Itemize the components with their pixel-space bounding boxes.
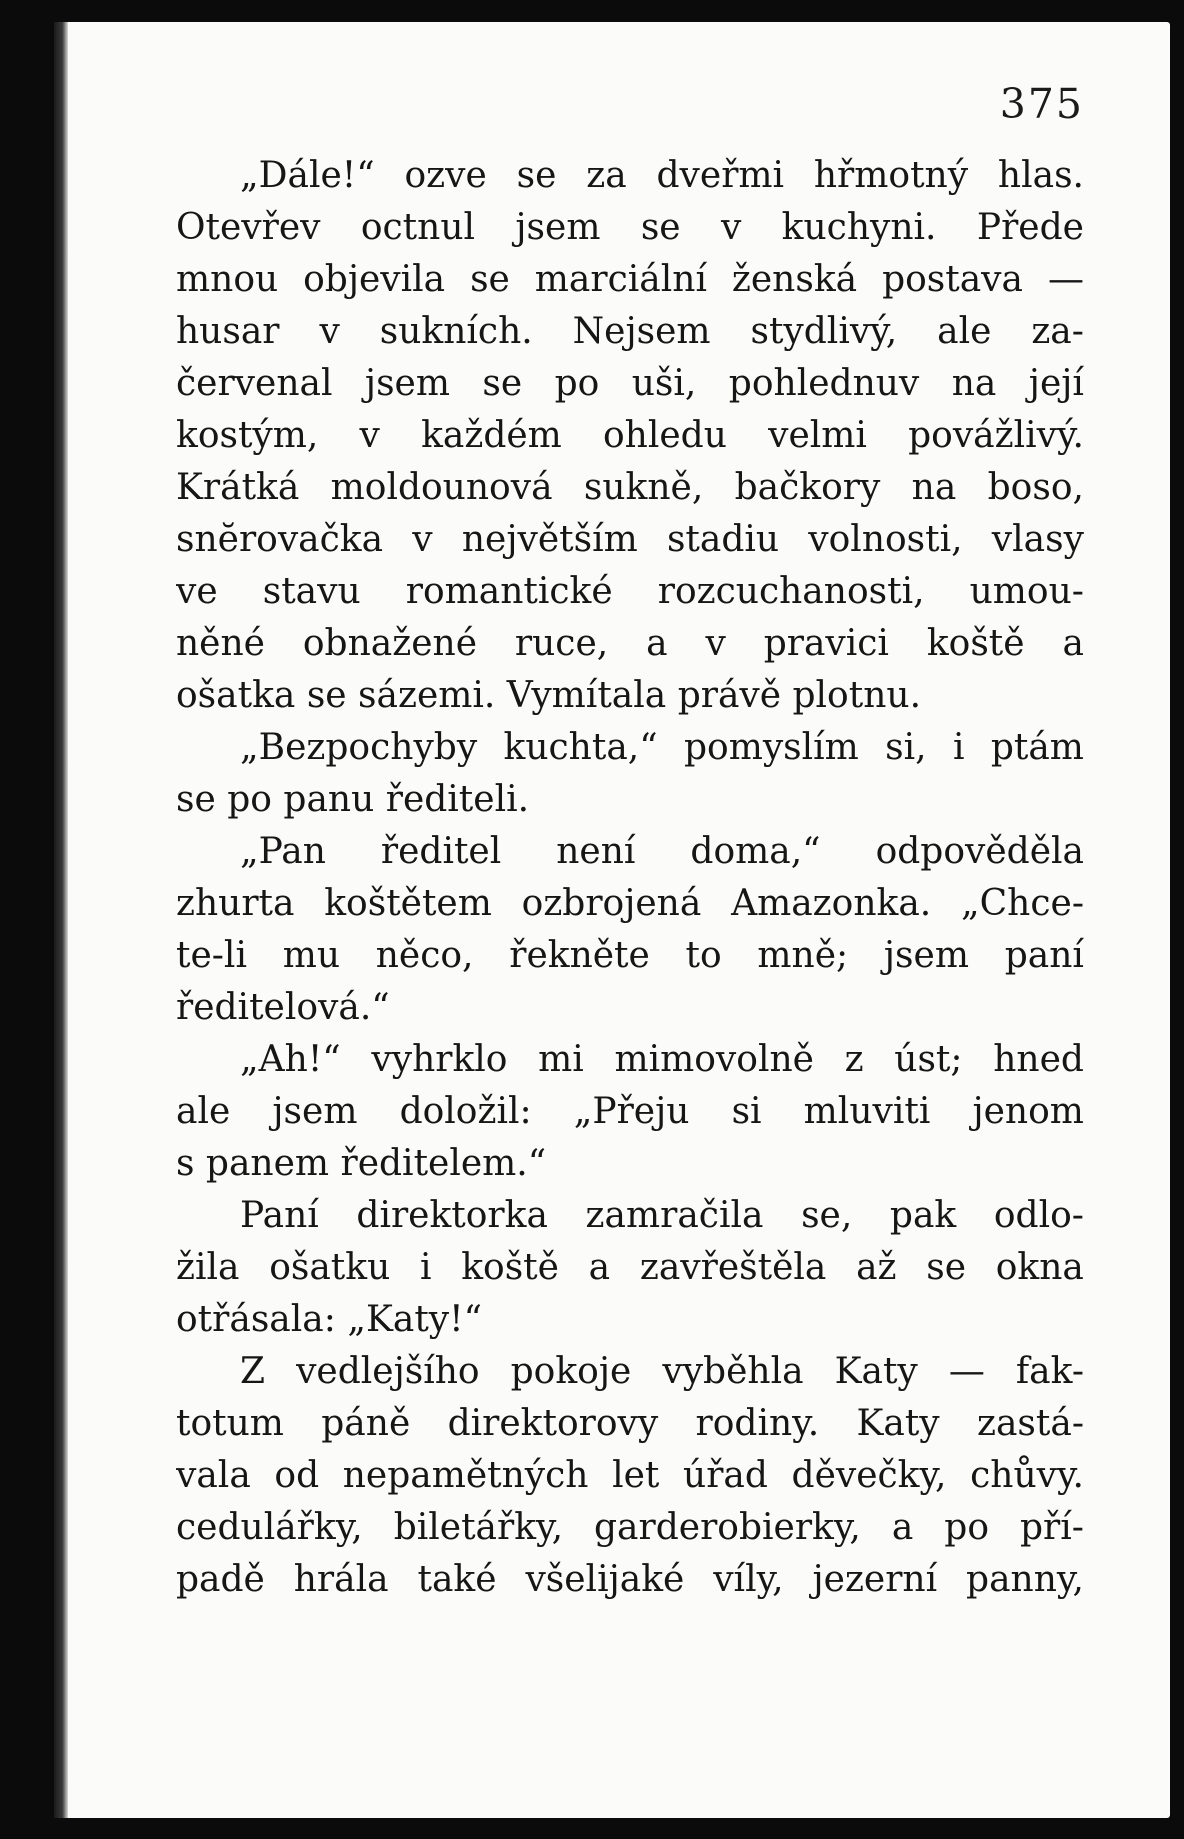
word: každém (421, 415, 562, 456)
text-line (176, 982, 1084, 1034)
word: se (482, 363, 523, 404)
word: hrála (293, 1559, 389, 1600)
word: hlas. (997, 155, 1084, 196)
word: koště (461, 1247, 559, 1288)
word: direktorka (356, 1195, 548, 1236)
word: cedulářky, (176, 1507, 363, 1548)
word: se (640, 207, 681, 248)
word: jsem (883, 935, 969, 976)
word: jenom (972, 1091, 1084, 1132)
word: biletářky, (393, 1507, 564, 1548)
word: ale (937, 311, 992, 352)
word: ruce, (514, 623, 609, 664)
word: dveřmi (656, 155, 785, 196)
word: Vymítala (506, 675, 678, 716)
word: sázemi. (358, 675, 507, 716)
word: odpověděla (875, 831, 1084, 872)
word: něné (176, 623, 265, 664)
word: také (417, 1559, 497, 1600)
text-line (176, 1554, 1084, 1606)
word: právě (677, 675, 793, 716)
word: mnou (176, 259, 279, 300)
word: marciální (534, 259, 707, 300)
word: boso, (987, 467, 1084, 508)
word: sukních. (379, 311, 533, 352)
word: pohlednuv (728, 363, 920, 404)
word: mimovolně (614, 1039, 814, 1080)
word: vyhrklo (371, 1039, 508, 1080)
word: i (952, 727, 965, 768)
word: kostým, (176, 415, 319, 456)
word: vlasy (991, 519, 1084, 560)
word: mi (538, 1039, 584, 1080)
page-binding-edge (54, 22, 68, 1818)
text-line (176, 1346, 1084, 1398)
word: fak- (1015, 1351, 1084, 1392)
text-line (176, 306, 1084, 358)
word: z (844, 1039, 864, 1080)
word: jsem (272, 1091, 358, 1132)
word: po (554, 363, 600, 404)
word: kuchyni. (781, 207, 937, 248)
word: objevila (303, 259, 446, 300)
word: moldounová (330, 467, 553, 508)
word: rodiny. (695, 1403, 820, 1444)
word: v (705, 623, 726, 664)
word: koštětem (324, 883, 492, 924)
word: a (646, 623, 668, 664)
word: doložil: (399, 1091, 532, 1132)
word: to (685, 935, 722, 976)
word: paní (1004, 935, 1084, 976)
word: padě (176, 1559, 265, 1600)
word: povážlivý. (908, 415, 1084, 456)
word: Katy (856, 1403, 940, 1444)
word: její (1028, 363, 1084, 404)
word: něco, (375, 935, 474, 976)
word: Nejsem (572, 311, 711, 352)
word: zamračila (585, 1195, 764, 1236)
word: husar (176, 311, 280, 352)
word: okna (995, 1247, 1084, 1288)
text-line (176, 670, 1084, 722)
word: Paní (240, 1195, 319, 1236)
text-line (176, 1086, 1084, 1138)
word: — (948, 1351, 985, 1392)
text-line (176, 1450, 1084, 1502)
word: s (176, 1143, 206, 1184)
word: hřmotný (813, 155, 969, 196)
word: panny, (966, 1559, 1084, 1600)
word: se (516, 155, 557, 196)
word: Amazonka. (731, 883, 932, 924)
word: garderobierky, (594, 1507, 861, 1548)
word: a (891, 1507, 914, 1548)
word: Přede (976, 207, 1084, 248)
word: za- (1031, 311, 1084, 352)
text-line (176, 1138, 1084, 1190)
word: Z (240, 1351, 266, 1392)
word: ošatka (176, 675, 307, 716)
word: „Ah!“ (240, 1039, 341, 1080)
word: koště (926, 623, 1025, 664)
text-line (176, 1398, 1084, 1450)
word: pravici (763, 623, 889, 664)
text-line (176, 774, 1084, 826)
word: „Chce- (960, 883, 1084, 924)
word: panu (283, 779, 386, 820)
text-line (176, 618, 1084, 670)
word: v (412, 519, 433, 560)
word: od (274, 1455, 320, 1496)
word: pokoje (510, 1351, 632, 1392)
word: odlo- (993, 1195, 1084, 1236)
word: otřásala: (176, 1299, 348, 1340)
word: mně; (757, 935, 849, 976)
word: — (1047, 259, 1084, 300)
word: i (419, 1247, 432, 1288)
word: stavu (262, 571, 361, 612)
word: ředitelová.“ (176, 987, 390, 1028)
word: se, (801, 1195, 853, 1236)
word: ozbrojená (521, 883, 702, 924)
word: a (1062, 623, 1084, 664)
word: „Bezpochyby (240, 727, 478, 768)
body-text (176, 150, 1084, 1606)
word: červenal (176, 363, 333, 404)
word: sukně, (583, 467, 704, 508)
word: vyběhla (662, 1351, 804, 1392)
word: řekněte (509, 935, 650, 976)
word: se (926, 1247, 967, 1288)
word: Otevřev (176, 207, 321, 248)
word: úřad (683, 1455, 768, 1496)
word: děvečky, (791, 1455, 947, 1496)
text-line (176, 514, 1084, 566)
page-number: 375 (999, 80, 1084, 128)
word: všelijaké (525, 1559, 685, 1600)
text-line (176, 1190, 1084, 1242)
word: ředitel (380, 831, 502, 872)
text-line (176, 150, 1084, 202)
word: úst; (894, 1039, 963, 1080)
word: direktorovy (447, 1403, 659, 1444)
text-line (176, 566, 1084, 618)
word: se (176, 779, 228, 820)
word: octnul (360, 207, 476, 248)
text-line (176, 722, 1084, 774)
text-line (176, 1242, 1084, 1294)
word: žila (176, 1247, 240, 1288)
word: pří- (1020, 1507, 1084, 1548)
word: bačkory (734, 467, 881, 508)
word: „Dále!“ (240, 155, 375, 196)
word: v (319, 311, 340, 352)
text-line (176, 878, 1084, 930)
word: ptám (990, 727, 1084, 768)
word: mluviti (803, 1091, 931, 1132)
word: až (856, 1247, 897, 1288)
word: na (951, 363, 997, 404)
word: velmi (768, 415, 867, 456)
text-line (176, 202, 1084, 254)
text-line (176, 410, 1084, 462)
word: jsem (515, 207, 601, 248)
word: obnažené (302, 623, 478, 664)
word: „Přeju (573, 1091, 690, 1132)
text-line (176, 826, 1084, 878)
word: zavřeštěla (639, 1247, 827, 1288)
word: totum (176, 1403, 284, 1444)
word: zhurta (176, 883, 295, 924)
word: ženská (731, 259, 858, 300)
word: není (556, 831, 636, 872)
word: vedlejšího (296, 1351, 480, 1392)
word: za (586, 155, 627, 196)
text-line (176, 1294, 1084, 1346)
word: „Pan (240, 831, 326, 872)
word: doma,“ (690, 831, 821, 872)
word: ozve (404, 155, 487, 196)
word: zastá- (976, 1403, 1084, 1444)
word: mu (282, 935, 341, 976)
text-line (176, 1034, 1084, 1086)
word: jezerní (812, 1559, 938, 1600)
word: se (306, 675, 359, 716)
word: po (227, 779, 284, 820)
text-line (176, 254, 1084, 306)
text-line (176, 1502, 1084, 1554)
word: hned (993, 1039, 1084, 1080)
word: nepamětných (342, 1455, 589, 1496)
word: víly, (713, 1559, 784, 1600)
word: ale (176, 1091, 231, 1132)
word: plotnu. (792, 675, 922, 716)
word: Krátká (176, 467, 300, 508)
word: panem (205, 1143, 341, 1184)
word: na (911, 467, 957, 508)
book-page (54, 22, 1170, 1818)
word: umou- (969, 571, 1084, 612)
word: kuchta,“ (503, 727, 658, 768)
word: chůvy. (970, 1455, 1084, 1496)
word: se (470, 259, 510, 300)
word: pomyslím (683, 727, 859, 768)
word: pak (889, 1195, 957, 1236)
word: Katy (834, 1351, 918, 1392)
word: stadiu (666, 519, 780, 560)
word: uši, (631, 363, 697, 404)
word: po (944, 1507, 990, 1548)
word: postava (882, 259, 1023, 300)
word: romantické (405, 571, 613, 612)
text-line (176, 930, 1084, 982)
word: vala (176, 1455, 251, 1496)
word: si, (885, 727, 927, 768)
word: jsem (364, 363, 450, 404)
word: a (588, 1247, 611, 1288)
word: páně (321, 1403, 411, 1444)
word: te-li (176, 935, 247, 976)
word: ředitelem.“ (340, 1143, 547, 1184)
word: největším (461, 519, 638, 560)
text-line (176, 358, 1084, 410)
word: let (612, 1455, 660, 1496)
word: „Katy!“ (347, 1299, 482, 1340)
word: v (359, 415, 380, 456)
word: ošatku (269, 1247, 391, 1288)
word: v (720, 207, 742, 248)
word: ve (176, 571, 218, 612)
text-line (176, 462, 1084, 514)
word: snĕrovačka (176, 519, 384, 560)
word: ohledu (603, 415, 727, 456)
word: volnosti, (808, 519, 963, 560)
word: stydlivý, (750, 311, 898, 352)
word: řediteli. (385, 779, 530, 820)
word: rozcuchanosti, (657, 571, 925, 612)
word: si (731, 1091, 762, 1132)
